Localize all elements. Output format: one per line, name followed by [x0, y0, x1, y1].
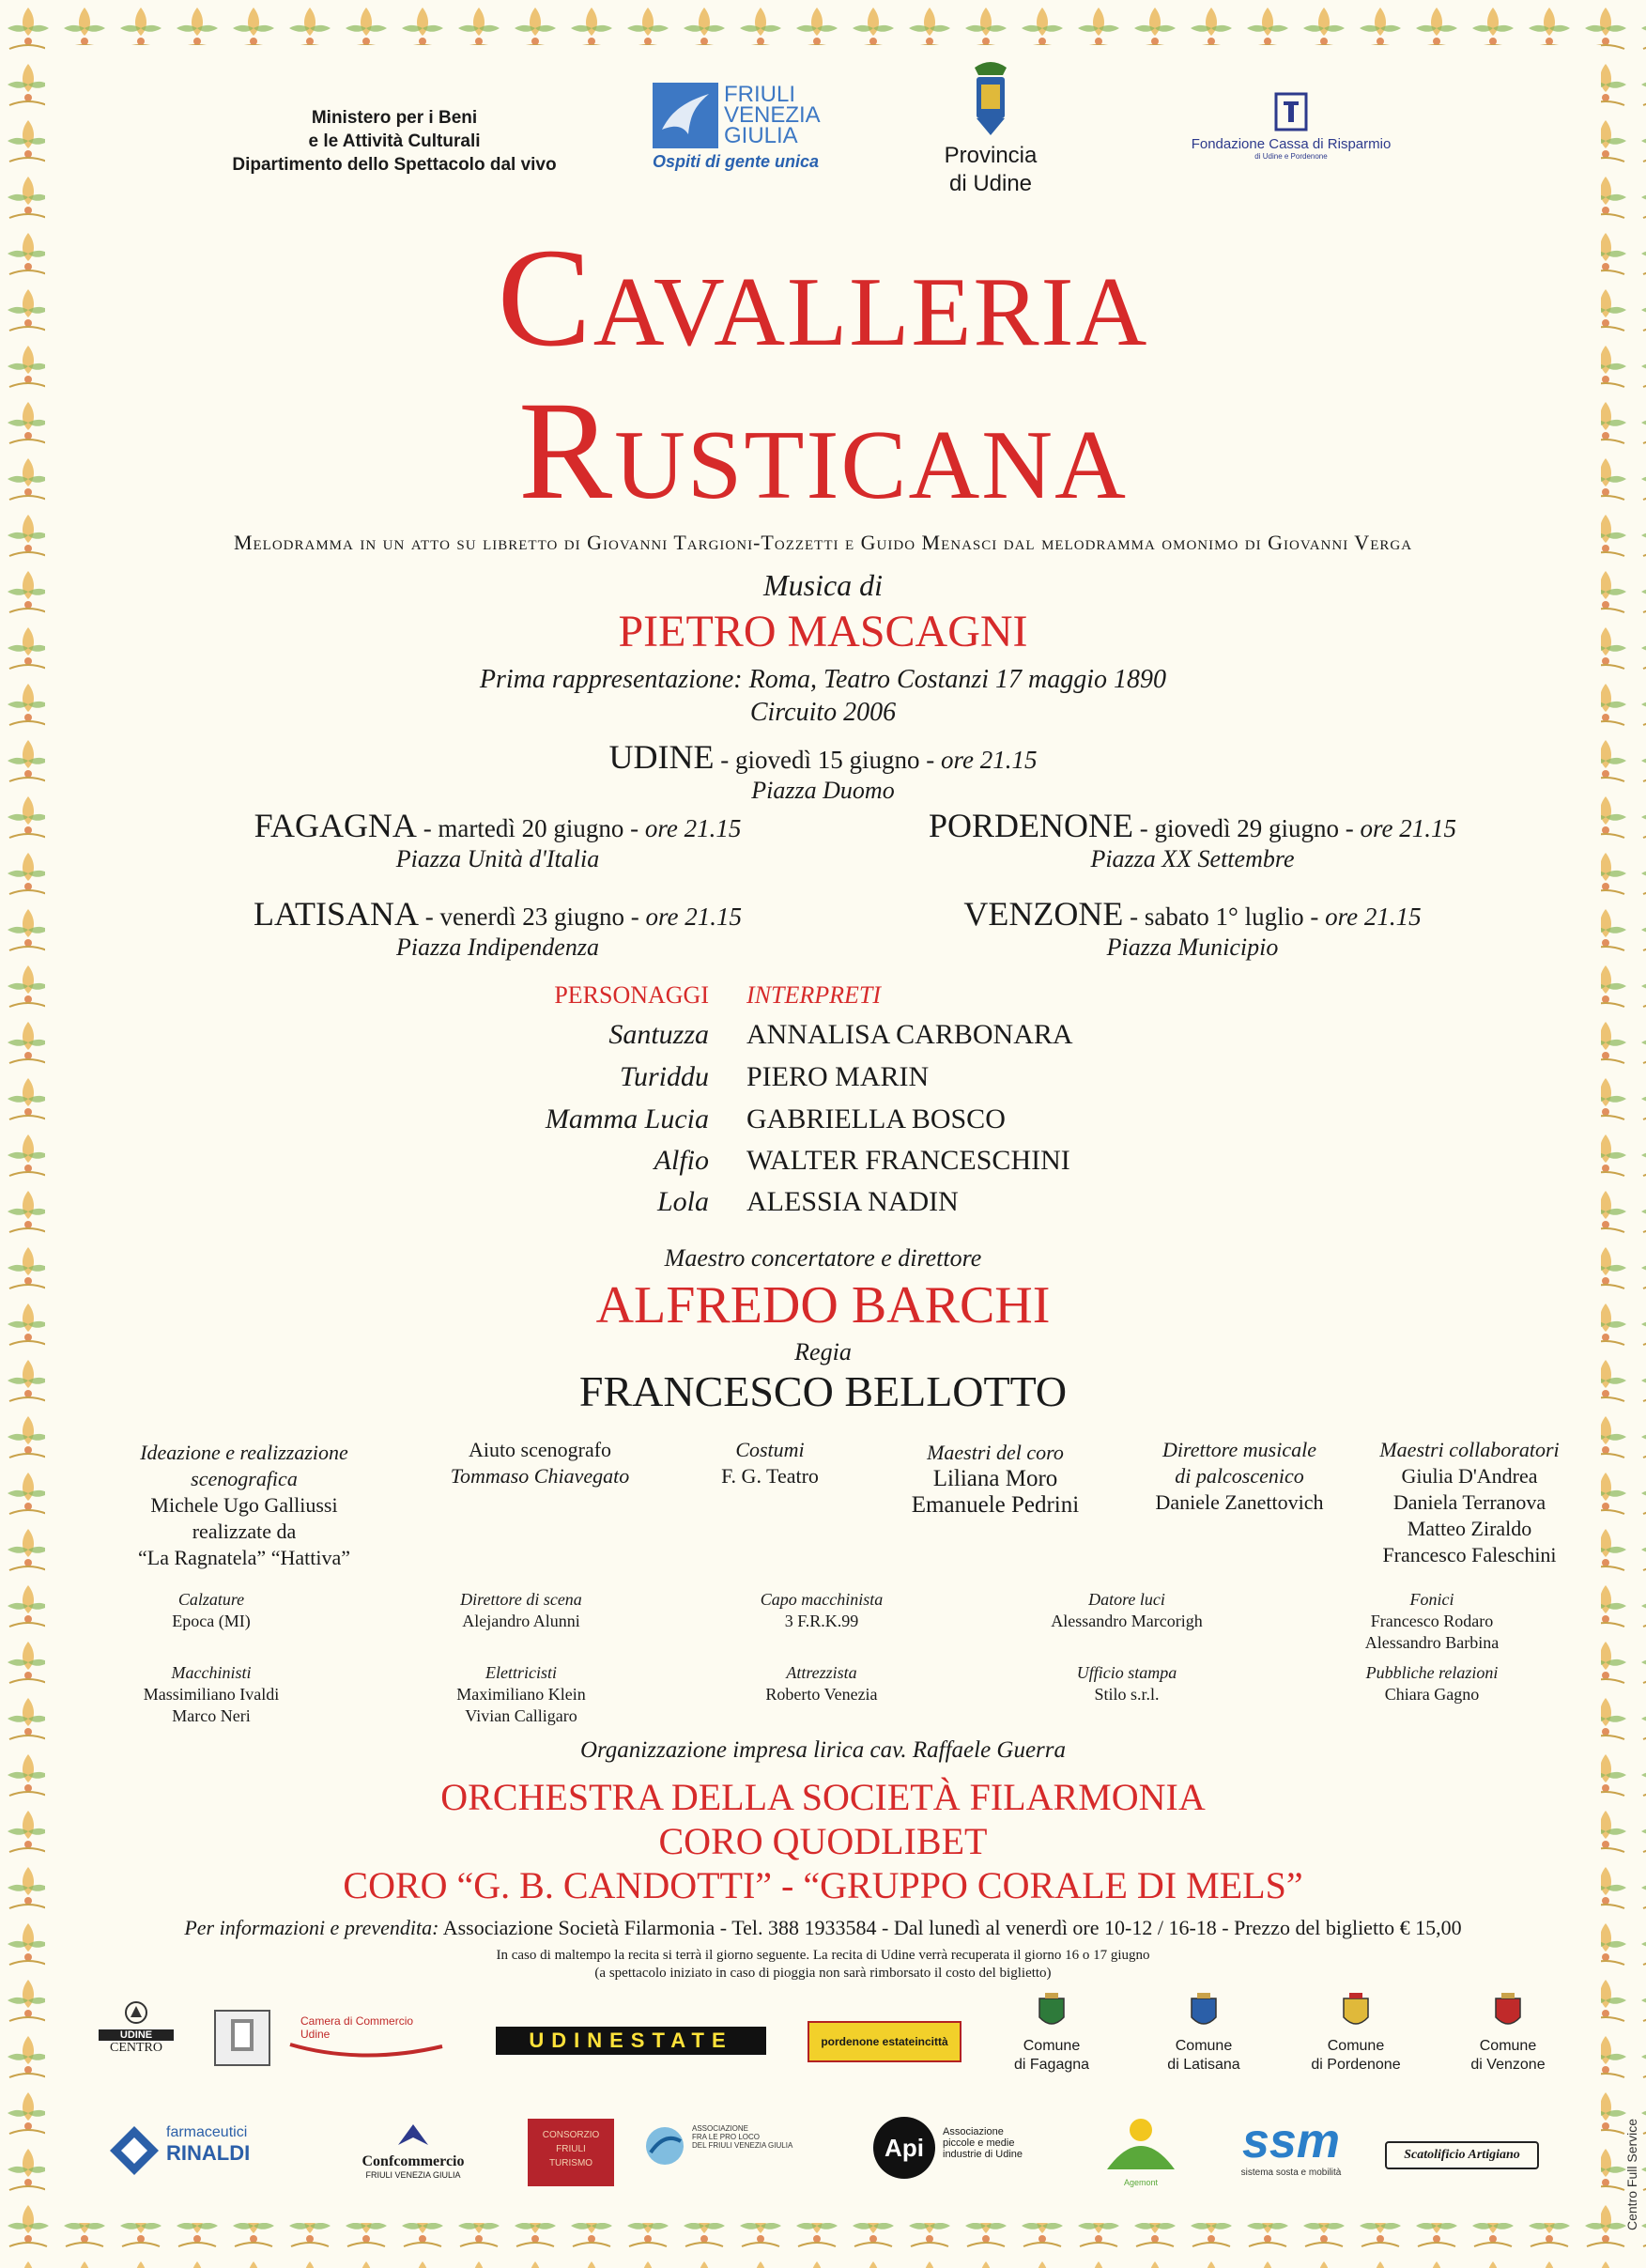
- credit-name: Liliana Moro: [932, 1466, 1058, 1491]
- print-credit-text: Centro Full Service: [1624, 2118, 1639, 2230]
- ssm-text: sistema sosta e mobilità: [1240, 2168, 1342, 2178]
- udine-centro-line-2: CENTRO: [110, 2041, 162, 2055]
- friuli-venezia-giulia-logo: [653, 83, 822, 172]
- cast-header-performers: INTERPRETI: [746, 981, 881, 1009]
- venue-place: Piazza Indipendenza: [396, 933, 599, 961]
- fvg-slogan: Ospiti di gente unica: [653, 152, 820, 171]
- title-line-1: Cavalleria: [497, 220, 1149, 376]
- venue-date: - martedì 20 giugno -: [416, 814, 645, 842]
- credit-name: F. G. Teatro: [721, 1464, 819, 1488]
- credit-calzature: [103, 1589, 319, 1632]
- fondazione-crup-logo: [1178, 92, 1404, 161]
- comune-town: di Fagagna: [1013, 2057, 1090, 2073]
- comune-pordenone-logo: [1309, 1991, 1403, 2075]
- comune-label: Comune: [1175, 2038, 1233, 2054]
- venue-city: UDINE: [608, 738, 715, 776]
- venue-pordenone: [864, 806, 1521, 873]
- credit-role: Maestri del coro: [927, 1441, 1064, 1464]
- fondazione-name: Fondazione Cassa di Risparmio: [1191, 136, 1392, 152]
- venue-time: ore 21.15: [645, 903, 742, 931]
- consorzio-line-3: TURISMO: [548, 2158, 593, 2168]
- api-line-2: piccole e medie: [943, 2137, 1015, 2149]
- credit-direttore-palcoscenico: [1117, 1437, 1361, 1516]
- comune-town: di Venzone: [1470, 2057, 1546, 2073]
- agemont-mountain-icon: [1103, 2113, 1178, 2173]
- api-line-1: Associazione: [943, 2126, 1004, 2137]
- credit-name: “La Ragnatela” “Hattiva”: [138, 1546, 350, 1569]
- pordenone-estate-logo: pordenone estateincittà: [808, 2021, 961, 2062]
- credit-role: Maestri collaboratori: [1379, 1438, 1560, 1461]
- credit-role: Pubbliche relazioni: [1365, 1663, 1499, 1682]
- credit-role: Ideazione e realizzazione: [140, 1441, 348, 1464]
- credit-name: Massimiliano Ivaldi: [143, 1685, 280, 1704]
- pro-loco-line-1: ASSOCIAZIONE: [692, 2124, 749, 2133]
- comune-fagagna-logo: [1005, 1991, 1099, 2075]
- rinaldi-line-1: farmaceutici: [166, 2124, 248, 2140]
- comune-town: di Pordenone: [1311, 2057, 1401, 2073]
- credit-role: Fonici: [1409, 1590, 1454, 1609]
- agemont-name: Agemont: [1123, 2178, 1159, 2187]
- pro-loco-line-2: FRA LE PRO LOCO: [692, 2133, 761, 2141]
- performer-name: PIERO MARIN: [746, 1061, 930, 1092]
- credit-role: Direttore di scena: [460, 1590, 582, 1609]
- comune-town: di Latisana: [1167, 2057, 1240, 2073]
- credit-name: Tommaso Chiavegato: [450, 1464, 630, 1488]
- comune-label: Comune: [1023, 2038, 1081, 2054]
- credit-name: Daniela Terranova: [1392, 1490, 1546, 1514]
- credit-name: Alessandro Barbina: [1364, 1633, 1500, 1652]
- credit-role: Calzature: [177, 1590, 245, 1609]
- character-name: Santuzza: [608, 1019, 709, 1050]
- credit-elettricisti: [404, 1662, 638, 1727]
- venue-latisana: [169, 894, 826, 962]
- fvg-name-2: VENEZIA: [724, 102, 821, 128]
- api-logo: [873, 2117, 1061, 2183]
- credit-attrezzista: [704, 1662, 939, 1705]
- credit-ufficio-stampa: [1005, 1662, 1249, 1705]
- provincia-udine-logo: [906, 56, 1075, 198]
- conductor-label: Maestro concertatore e direttore: [664, 1244, 982, 1272]
- credit-maestri-collaboratori: [1352, 1437, 1587, 1568]
- credit-name: Matteo Ziraldo: [1407, 1517, 1532, 1540]
- credit-name: Alejandro Alunni: [462, 1612, 580, 1630]
- credit-name: Marco Neri: [172, 1706, 251, 1725]
- eagle-icon: [653, 83, 718, 148]
- credit-macchinisti: [103, 1662, 319, 1727]
- udine-centro-logo: [99, 2000, 174, 2056]
- provincia-line-2: di Udine: [948, 171, 1033, 196]
- premiere-line: Prima rappresentazione: Roma, Teatro Costanzi 17 maggio 1890: [479, 665, 1167, 694]
- character-name: Turiddu: [619, 1061, 709, 1092]
- weather-note-2: (a spettacolo iniziato in caso di pioggia non sarà rimborsato il costo del biglietto): [594, 1966, 1052, 1981]
- character-name: Lola: [656, 1186, 709, 1217]
- credit-role: Datore luci: [1088, 1590, 1165, 1609]
- credit-name: Epoca (MI): [172, 1612, 251, 1630]
- credit-direttore-scena: [404, 1589, 638, 1632]
- credit-role: Direttore musicale: [1162, 1438, 1316, 1461]
- credit-name: Francesco Rodaro: [1370, 1612, 1494, 1630]
- ministero-line-2: e le Attività Culturali: [308, 131, 481, 151]
- comune-crest-icon: [1340, 1991, 1372, 2032]
- ministero-line-1: Ministero per i Beni: [311, 108, 478, 128]
- venue-date: - giovedì 29 giugno -: [1133, 814, 1361, 842]
- organization-line: Organizzazione impresa lirica cav. Raffaele Guerra: [579, 1737, 1067, 1763]
- comune-latisana-logo: [1157, 1991, 1251, 2075]
- comune-crest-icon: [1188, 1991, 1220, 2032]
- api-line-3: industrie di Udine: [943, 2149, 1023, 2160]
- director-label: Regia: [794, 1338, 852, 1365]
- venue-place: Piazza Duomo: [751, 777, 895, 804]
- credit-name: Chiara Gagno: [1384, 1685, 1480, 1704]
- ensemble-orchestra: ORCHESTRA DELLA SOCIETÀ FILARMONIA: [440, 1776, 1206, 1818]
- crest-logo: [214, 2010, 270, 2066]
- agemont-logo: [1099, 2113, 1183, 2187]
- camera-line-2: Udine: [300, 2028, 331, 2041]
- credit-role: scenografica: [191, 1467, 298, 1490]
- scatolificio-logo: Scatolificio Artigiano: [1385, 2141, 1539, 2169]
- credit-name: Vivian Calligaro: [465, 1706, 577, 1725]
- character-name: Mamma Lucia: [545, 1103, 709, 1134]
- ministero-line-3: Dipartimento dello Spettacolo dal vivo: [232, 155, 557, 175]
- consorzio-line-1: CONSORZIO: [542, 2130, 600, 2140]
- camera-swoosh-icon: [286, 2041, 446, 2061]
- comune-label: Comune: [1479, 2038, 1537, 2054]
- ensemble-coro-quodlibet: CORO QUODLIBET: [658, 1820, 988, 1862]
- credit-role: Aiuto scenografo: [468, 1438, 612, 1461]
- credit-name: Stilo s.r.l.: [1094, 1685, 1160, 1704]
- api-badge: Api: [873, 2117, 935, 2179]
- credit-datore-luci: [1005, 1589, 1249, 1632]
- character-name: Alfio: [654, 1145, 709, 1176]
- camera-commercio-logo: [286, 2014, 446, 2067]
- credit-aiuto-scenografo: [413, 1437, 667, 1489]
- rinaldi-logo: [108, 2124, 305, 2181]
- venue-city: LATISANA: [254, 895, 420, 933]
- venue-city: PORDENONE: [929, 807, 1134, 844]
- venue-date: - giovedì 15 giugno -: [714, 746, 941, 774]
- venue-city: VENZONE: [963, 895, 1124, 933]
- camera-line-1: Camera di Commercio: [300, 2014, 414, 2028]
- rinaldi-diamond-icon: [108, 2124, 161, 2177]
- subtitle: Melodramma in un atto su libretto di Giovanni Targioni-Tozzetti e Guido Menasci dal melodramma omonimo di Giovanni Verga: [233, 531, 1413, 554]
- venue-time: ore 21.15: [1325, 903, 1422, 931]
- credit-role: Capo macchinista: [760, 1590, 884, 1609]
- udine-centro-line-1: UDINE: [99, 2029, 174, 2041]
- credit-scenografia: [103, 1440, 385, 1571]
- weather-note-1: In caso di maltempo la recita si terrà il giorno seguente. La recita di Udine verrà recuperata il giorno 16 o 17 giugno: [496, 1948, 1150, 1963]
- provincia-crest-icon: [969, 56, 1012, 137]
- provincia-line-1: Provincia: [944, 143, 1038, 168]
- performer-name: GABRIELLA BOSCO: [746, 1103, 1006, 1134]
- credit-role: Elettricisti: [485, 1663, 557, 1682]
- confcommercio-line-1: Confcommercio: [362, 2153, 465, 2169]
- conductor-name: ALFREDO BARCHI: [595, 1276, 1051, 1335]
- crest-icon: [218, 2012, 267, 2060]
- venue-venzone: [864, 894, 1521, 962]
- credit-role: Macchinisti: [171, 1663, 252, 1682]
- music-label: Musica di: [762, 568, 884, 602]
- udine-centro-icon: [122, 2000, 150, 2025]
- venue-place: Piazza Municipio: [1106, 933, 1279, 961]
- credit-name: Francesco Faleschini: [1382, 1543, 1557, 1566]
- performer-name: ALESSIA NADIN: [746, 1186, 959, 1217]
- credit-capo-macchinista: [704, 1589, 939, 1632]
- venue-time: ore 21.15: [644, 814, 742, 842]
- fondazione-sub: di Udine e Pordenone: [1254, 152, 1328, 161]
- credit-name: 3 F.R.K.99: [784, 1612, 859, 1630]
- venue-city: FAGAGNA: [254, 807, 417, 844]
- confcommercio-eagle-icon: [394, 2121, 432, 2149]
- performer-name: WALTER FRANCESCHINI: [746, 1145, 1070, 1176]
- confcommercio-line-2: FRIULI VENEZIA GIULIA: [365, 2170, 461, 2180]
- venue-fagagna: [169, 806, 826, 873]
- credit-role: Attrezzista: [786, 1663, 857, 1682]
- confcommercio-logo: [338, 2121, 488, 2180]
- credit-name: realizzate da: [192, 1520, 297, 1543]
- credit-name: Alessandro Marcorigh: [1051, 1612, 1203, 1630]
- consorzio-line-2: FRIULI: [556, 2144, 586, 2154]
- circuit-line: Circuito 2006: [749, 698, 897, 727]
- composer-name: PIETRO MASCAGNI: [618, 607, 1028, 656]
- info-line: [56, 1916, 1590, 1940]
- credit-role: Costumi: [735, 1438, 805, 1461]
- venue-date: - venerdì 23 giugno -: [419, 903, 646, 931]
- consorzio-turismo-logo: [528, 2119, 614, 2186]
- print-credit: [1613, 1991, 1641, 2235]
- venue-time: ore 21.15: [1360, 814, 1456, 842]
- performer-name: ANNALISA CARBONARA: [746, 1019, 1073, 1050]
- credit-role: Ufficio stampa: [1076, 1663, 1177, 1682]
- credit-fonici: [1315, 1589, 1549, 1654]
- ssm-mark: ssm: [1241, 2114, 1341, 2168]
- title-line-2: Rusticana: [518, 373, 1128, 529]
- comune-label: Comune: [1327, 2038, 1385, 2054]
- credit-name: Michele Ugo Galliussi: [150, 1493, 338, 1517]
- credit-name: Maximiliano Klein: [456, 1685, 586, 1704]
- cast-header-characters: PERSONAGGI: [554, 981, 709, 1009]
- venue-time: ore 21.15: [940, 746, 1038, 774]
- ministero-logo-text: [197, 106, 592, 177]
- fvg-name-3: GIULIA: [724, 123, 798, 148]
- venue-udine: [394, 737, 1252, 805]
- credit-name: Giulia D'Andrea: [1401, 1464, 1538, 1488]
- comune-crest-icon: [1036, 1991, 1068, 2032]
- udinestate-logo: UDINESTATE: [496, 2027, 766, 2055]
- credit-costumi: [676, 1437, 864, 1489]
- pro-loco-logo: [643, 2124, 840, 2181]
- pro-loco-line-3: DEL FRIULI VENEZIA GIULIA: [692, 2141, 793, 2150]
- credit-maestri-coro: [873, 1440, 1117, 1519]
- ssm-logo: [1225, 2115, 1357, 2178]
- rinaldi-line-2: RINALDI: [166, 2141, 251, 2165]
- ensemble-coro-candotti: CORO “G. B. CANDOTTI” - “GRUPPO CORALE DI MELS”: [343, 1864, 1303, 1906]
- fvg-name-1: FRIULI: [724, 82, 796, 107]
- director-name: FRANCESCO BELLOTTO: [578, 1367, 1068, 1415]
- fondazione-crest-icon: [1274, 92, 1308, 131]
- venue-date: - sabato 1° luglio -: [1123, 903, 1326, 931]
- comune-venzone-logo: [1461, 1991, 1555, 2075]
- comune-crest-icon: [1492, 1991, 1524, 2032]
- credit-name: Roberto Venezia: [765, 1685, 878, 1704]
- info-label: Per informazioni e prevendita:: [184, 1916, 439, 1939]
- pro-loco-icon: [643, 2124, 686, 2168]
- credit-name: Daniele Zanettovich: [1155, 1490, 1324, 1514]
- info-text: Associazione Società Filarmonia - Tel. 388 1933584 - Dal lunedì al venerdì ore 10-12 / 16-18 - Prezzo del biglietto € 15,00: [438, 1916, 1462, 1939]
- venue-place: Piazza XX Settembre: [1090, 845, 1295, 872]
- credit-pubbliche-relazioni: [1315, 1662, 1549, 1705]
- credit-role: di palcoscenico: [1175, 1464, 1304, 1488]
- credit-name: Emanuele Pedrini: [911, 1492, 1080, 1518]
- venue-place: Piazza Unità d'Italia: [395, 845, 600, 872]
